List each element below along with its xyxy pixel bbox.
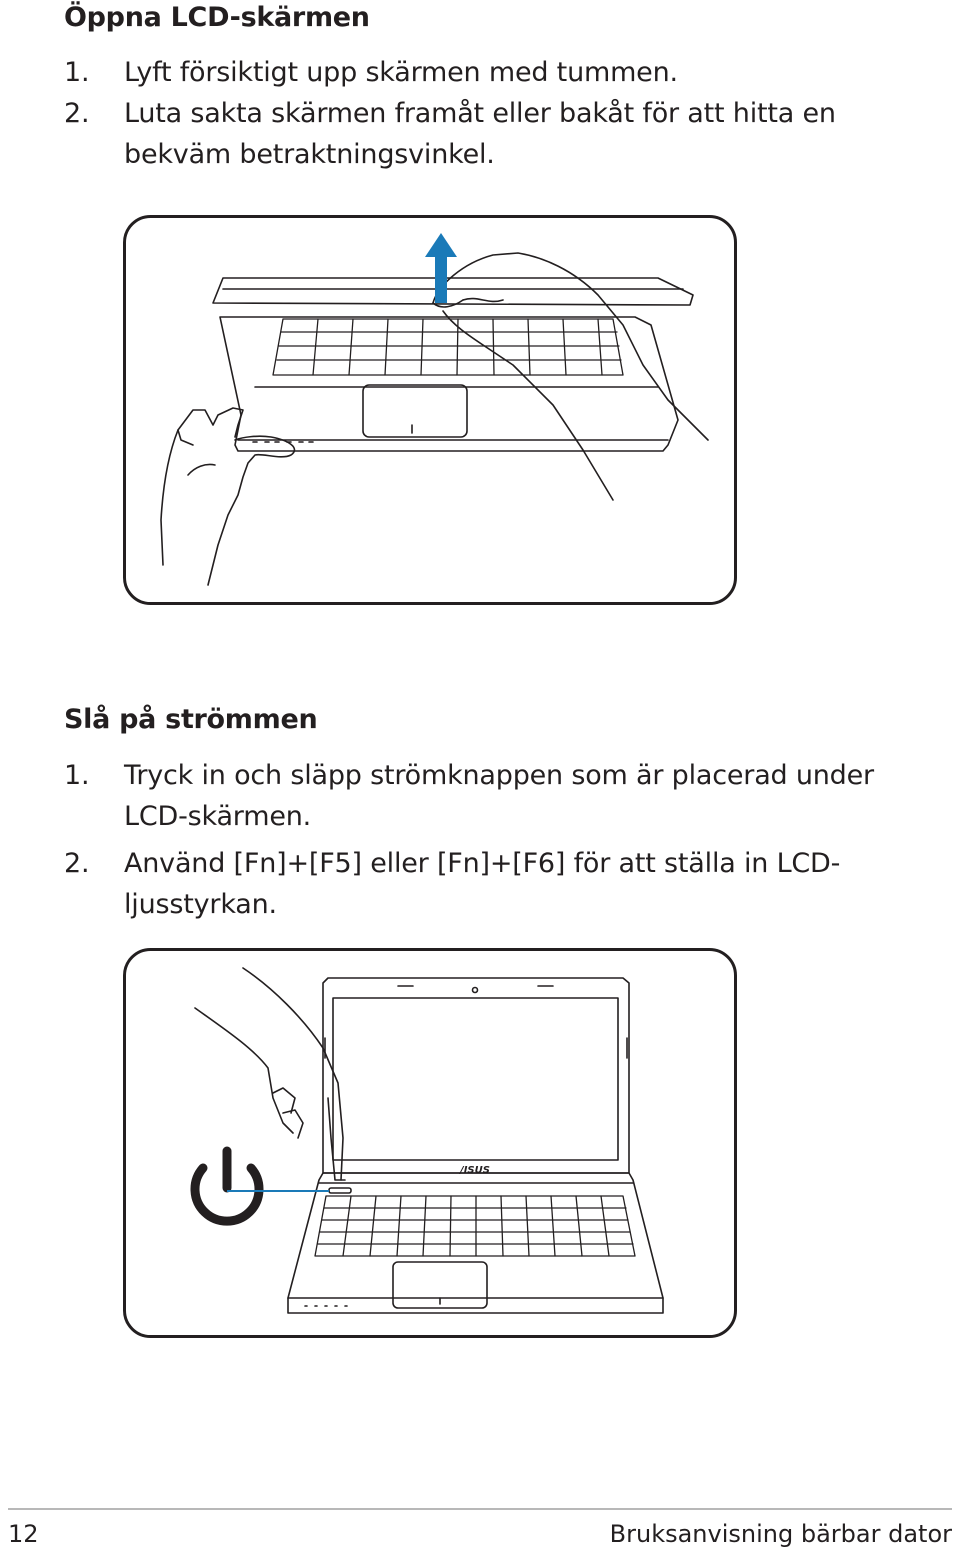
brand-logo: /ISUS — [460, 1165, 490, 1176]
step-text: Luta sakta skärmen framåt eller bakåt för att hitta en bekväm betraktningsvinkel. — [124, 98, 836, 170]
step-text: Lyft försiktigt upp skärmen med tummen. — [124, 57, 678, 88]
open-lid-illustration — [123, 215, 737, 605]
section-title-power-on: Slå på strömmen — [64, 704, 318, 735]
steps-list-open-lcd — [64, 52, 944, 175]
footer-divider — [8, 1508, 952, 1510]
power-on-illustration — [123, 948, 737, 1338]
section-title-open-lcd: Öppna LCD-skärmen — [64, 2, 370, 33]
step-number: 2. — [64, 848, 90, 879]
step-number: 2. — [64, 98, 90, 129]
step-item — [64, 93, 944, 175]
step-text: Använd [Fn]+[F5] eller [Fn]+[F6] för att ställa in LCD-ljusstyrkan. — [124, 848, 841, 920]
step-number: 1. — [64, 760, 90, 791]
step-text: Tryck in och släpp strömknappen som är placerad under LCD-skärmen. — [124, 760, 874, 832]
steps-list-power-on — [64, 755, 944, 925]
step-item — [64, 843, 944, 925]
step-number: 1. — [64, 57, 90, 88]
step-item — [64, 52, 944, 93]
footer-title: Bruksanvisning bärbar dator — [609, 1520, 952, 1548]
step-item — [64, 755, 944, 837]
page-number: 12 — [8, 1520, 39, 1548]
